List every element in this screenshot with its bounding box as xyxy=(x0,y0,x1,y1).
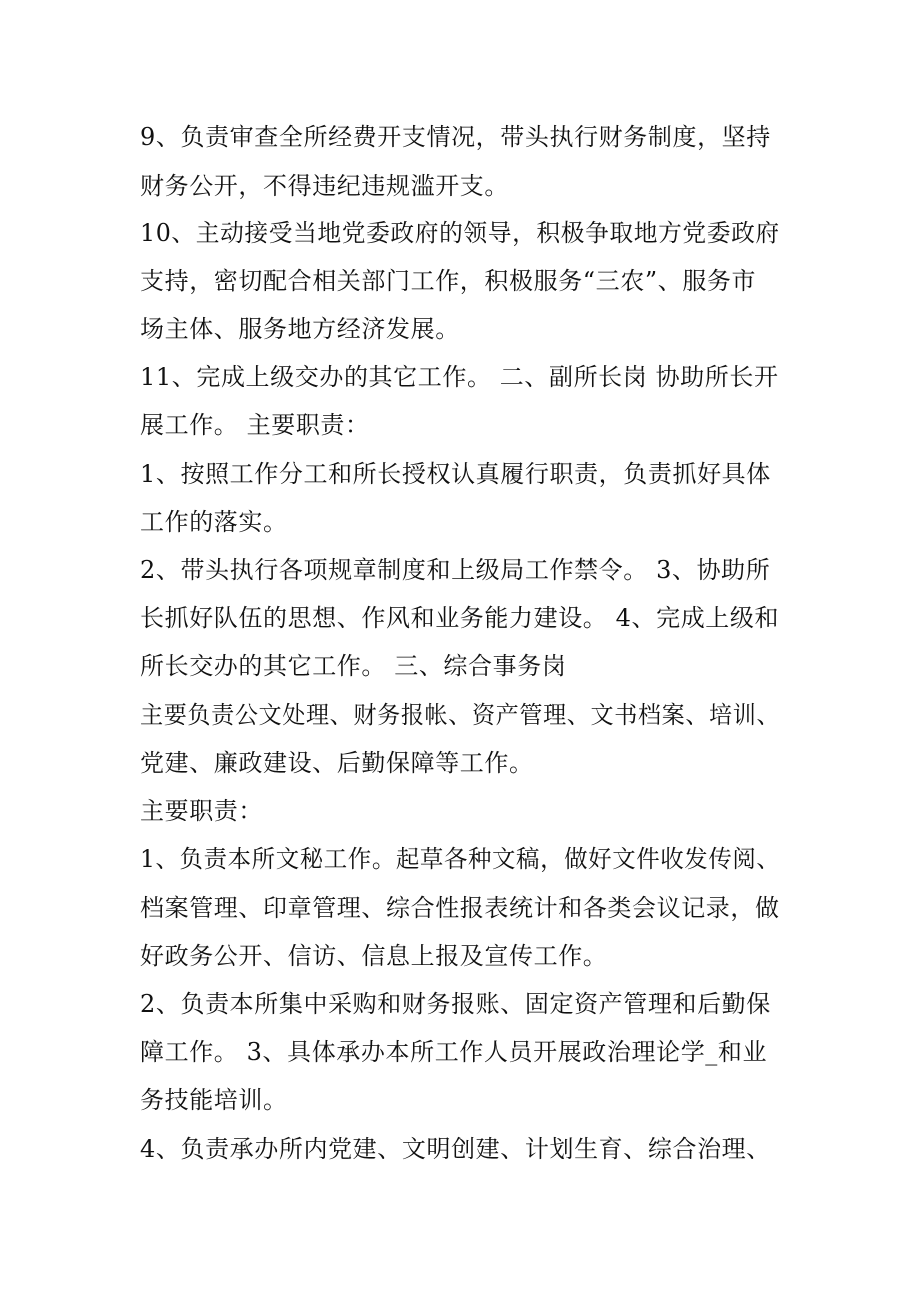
text-line: 10、主动接受当地党委政府的领导，积极争取地方党委政府 xyxy=(140,219,780,247)
text-line: 党建、廉政建设、后勤保障等工作。 xyxy=(140,749,534,777)
text-line: 档案管理、印章管理、综合性报表统计和各类会议记录，做 xyxy=(140,894,780,922)
text-line: 1、按照工作分工和所长授权认真履行职责，负责抓好具体 xyxy=(140,460,771,488)
text-line: 1、负责本所文秘工作。起草各种文稿，做好文件收发传阅、 xyxy=(140,845,781,873)
text-line: 2、负责本所集中采购和财务报账、固定资产管理和后勤保 xyxy=(140,990,771,1018)
text-line: 工作的落实。 xyxy=(140,508,288,536)
text-line: 财务公开，不得违纪违规滥开支。 xyxy=(140,172,509,200)
text-line: 展工作。 主要职责： xyxy=(140,411,370,439)
text-line: 11、完成上级交办的其它工作。 二、副所长岗 协助所长开 xyxy=(140,363,779,391)
text-line: 2、带头执行各项规章制度和上级局工作禁令。 3、协助所 xyxy=(140,556,771,584)
text-line: 支持，密切配合相关部门工作，积极服务“三农”、服务市 xyxy=(140,267,757,295)
text-line: 好政务公开、信访、信息上报及宣传工作。 xyxy=(140,942,608,970)
text-line: 主要职责： xyxy=(140,797,263,825)
text-line: 障工作。 3、具体承办本所工作人员开展政治理论学_和业 xyxy=(140,1038,768,1066)
text-line: 4、负责承办所内党建、文明创建、计划生育、综合治理、 xyxy=(140,1135,771,1163)
text-line: 长抓好队伍的思想、作风和业务能力建设。 4、完成上级和 xyxy=(140,604,780,632)
text-line: 场主体、服务地方经济发展。 xyxy=(140,315,460,343)
text-line: 9、负责审查全所经费开支情况，带头执行财务制度，坚持 xyxy=(140,123,771,151)
text-line: 务技能培训。 xyxy=(140,1086,288,1114)
text-line: 所长交办的其它工作。 三、综合事务岗 xyxy=(140,652,567,680)
text-line: 主要负责公文处理、财务报帐、资产管理、文书档案、培训、 xyxy=(140,701,781,729)
